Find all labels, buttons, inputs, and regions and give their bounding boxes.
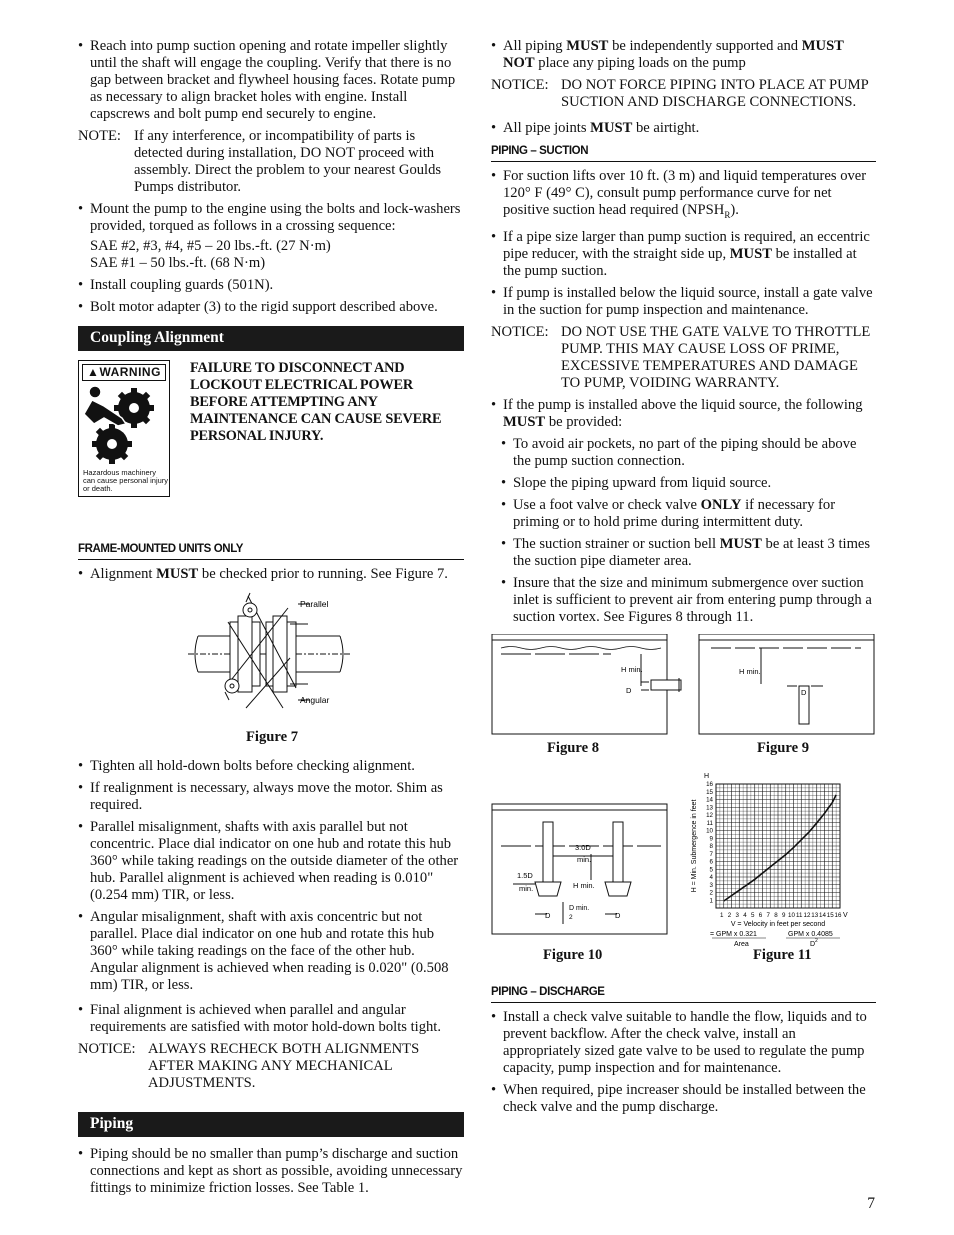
- x-axis-label: V = Velocity in feet per second: [730, 920, 826, 928]
- figure-7: [78, 588, 464, 758]
- text: be checked prior to running. See Figure 7.: [198, 566, 448, 582]
- warning-text: FAILURE TO DISCONNECT AND LOCKOUT ELECTRICAL POWER BEFORE ATTEMPTING ANY MAINTENANCE CAN CAUSE SEVERE PERSONAL INJURY.: [190, 360, 442, 444]
- text: All piping: [503, 38, 567, 54]
- submergence-curve: [724, 795, 836, 901]
- fig10-d-min: D min.: [569, 904, 590, 912]
- emphasis-must-not: MUST NOT: [503, 38, 844, 71]
- formula-right-den: D: [810, 940, 816, 948]
- y-tick-label: 2: [709, 889, 713, 897]
- fig7-angular-label: Angular: [300, 695, 330, 705]
- warning-triangle-icon: ▲: [87, 365, 100, 379]
- left-column: [78, 38, 464, 1202]
- notice-gate-valve: [491, 324, 876, 392]
- emphasis-must: MUST: [566, 38, 609, 54]
- x-axis-letter: V: [843, 911, 848, 919]
- bullet-final-alignment: • Final alignment is achieved when parallel and angular requirements are satisfied with motor hold-down bolts tight.: [78, 1002, 464, 1036]
- bullet-airtight: [491, 120, 876, 137]
- text: be at least 3 times the suction pipe diameter area.: [513, 535, 871, 569]
- fig10-d-1: D: [545, 910, 551, 920]
- bullet-motor-adapter: • Bolt motor adapter (3) to the rigid support described above.: [78, 299, 464, 316]
- torque-sae-2-5: SAE #2, #3, #4, #5 – 20 lbs.-ft. (27 N·m): [90, 238, 331, 254]
- y-tick-label: 8: [709, 842, 713, 850]
- x-tick-label: 11: [796, 911, 803, 919]
- emphasis-must: MUST: [503, 413, 546, 430]
- subbullet-strainer: [491, 536, 876, 570]
- fig9-hmin: H min.: [739, 666, 761, 676]
- text: Use a foot valve or check valve: [513, 496, 701, 513]
- warning-header: [82, 364, 166, 381]
- subhead-piping-suction: PIPING – SUCTION: [491, 143, 876, 162]
- page-number: 7: [867, 1195, 875, 1212]
- y-tick-label: 4: [709, 873, 713, 881]
- suction-submergence-figures: [491, 634, 876, 964]
- notice-text: DO NOT FORCE PIPING INTO PLACE AT PUMP SUCTION AND DISCHARGE CONNECTIONS.: [561, 77, 869, 110]
- bullet-suction-lifts: [491, 168, 876, 224]
- text: if necessary for priming or to hold prime during intermittent duty.: [513, 496, 836, 530]
- y-tick-label: 12: [706, 811, 713, 819]
- x-tick-label: 5: [751, 911, 755, 919]
- fig9-d: D: [801, 687, 807, 697]
- warning-box: [78, 360, 170, 497]
- y-tick-label: 11: [706, 819, 713, 827]
- x-tick-label: 7: [766, 911, 770, 919]
- x-tick-label: 13: [811, 911, 819, 919]
- y-axis-letter: H: [704, 772, 710, 780]
- figure-11-chart: [691, 773, 848, 948]
- bullet-angular-misalignment: • Angular misalignment, shaft with axis concentric but not parallel. Place dial indicator on one hub and rotate this hub 360° while taking readings on the face of the other hub. Angular alignment is achieved when reading is 0.020" (0.508 mm) TIR, or less.: [78, 909, 464, 994]
- notice-label: NOTICE:: [78, 1041, 136, 1057]
- formula-right-exp: 2: [815, 937, 818, 944]
- x-tick-label: 14: [819, 911, 826, 919]
- fig10-min-2: min.: [519, 883, 534, 893]
- fig8-hmin: H min.: [621, 664, 643, 674]
- text: be installed at the pump suction.: [503, 245, 857, 279]
- emphasis-must: MUST: [590, 120, 633, 136]
- y-tick-label: 3: [709, 881, 713, 889]
- fig10-2: 2: [569, 913, 573, 921]
- bullet-gate-valve: • If pump is installed below the liquid source, install a gate valve in the suction for pump inspection and maintenance.: [491, 285, 876, 319]
- fig8-d: D: [626, 685, 632, 695]
- emphasis-only: ONLY: [700, 496, 742, 513]
- hazardous-machinery-icon: [82, 384, 166, 468]
- right-column: [491, 38, 876, 1121]
- notice-do-not-force: [491, 77, 876, 111]
- bullet-piping-size: • Piping should be no smaller than pump’s discharge and suction connections and kept as short as possible, avoiding unnecessary fittings to minimize friction losses. See Table 1.: [78, 1146, 464, 1197]
- y-tick-label: 6: [709, 858, 713, 866]
- text: Alignment: [90, 566, 157, 582]
- figure-7-caption: Figure 7: [246, 729, 299, 745]
- torque-sae-1: SAE #1 – 50 lbs.-ft. (68 N·m): [90, 255, 266, 271]
- emphasis-must: MUST: [729, 245, 772, 262]
- figure-8-caption: Figure 8: [547, 739, 600, 756]
- bullet-check-valve: • Install a check valve suitable to handle the flow, liquids and to prevent backflow. After the check valve, install an appropriately sized gate valve to be used to regulate the pump capacity, pump inspection and for maintenance.: [491, 1009, 876, 1077]
- x-tick-label: 15: [826, 911, 834, 919]
- subbullet-submergence: • Insure that the size and minimum submergence over suction inlet is sufficient to prevent air from entering pump through a suction vortex. See Figures 8 through 11.: [491, 575, 876, 626]
- fig10-hmin: H min.: [573, 880, 595, 890]
- formula-left-den: Area: [734, 940, 749, 948]
- fig10-3-0d: 3.0D: [575, 842, 591, 852]
- fig7-parallel-label: Parallel: [300, 599, 329, 609]
- text: be airtight.: [632, 120, 700, 136]
- y-tick-label: 16: [706, 780, 713, 788]
- y-tick-label: 14: [706, 796, 713, 804]
- y-tick-label: 10: [706, 827, 713, 835]
- x-tick-label: 16: [834, 911, 842, 919]
- y-tick-label: 5: [709, 866, 713, 874]
- notice-recheck: [78, 1041, 464, 1092]
- note-interference: [78, 128, 464, 196]
- text: ).: [730, 202, 739, 218]
- subscript: R: [724, 209, 731, 220]
- formula-right-num: GPM x 0.4085: [788, 930, 833, 938]
- bullet-coupling-guards: • Install coupling guards (501N).: [78, 277, 464, 294]
- section-coupling-alignment: Coupling Alignment: [78, 326, 464, 351]
- emphasis-must: MUST: [719, 535, 762, 552]
- bullet-above-source: [491, 397, 876, 431]
- text: place any piping loads on the pump: [534, 55, 746, 71]
- subhead-piping-discharge: PIPING – DISCHARGE: [491, 984, 876, 1003]
- fig10-min-1: min.: [577, 854, 592, 864]
- notice-text: ALWAYS RECHECK BOTH ALIGNMENTS AFTER MAKING ANY MECHANICAL ADJUSTMENTS.: [148, 1041, 420, 1091]
- y-tick-label: 13: [706, 804, 713, 812]
- emphasis-must: MUST: [156, 566, 199, 582]
- figures-8-11: [491, 634, 876, 984]
- text: be independently supported and: [608, 38, 802, 54]
- x-tick-label: 6: [758, 911, 763, 919]
- figure-9-caption: Figure 9: [757, 739, 810, 756]
- bullet-pipe-increaser: • When required, pipe increaser should be installed between the check valve and the pump discharge.: [491, 1082, 876, 1116]
- x-tick-label: 3: [735, 911, 739, 919]
- figure-10-caption: Figure 10: [543, 946, 603, 963]
- formula-left-num: = GPM x 0.321: [710, 930, 757, 938]
- note-label: NOTE:: [78, 128, 121, 144]
- bullet-realignment: • If realignment is necessary, always move the motor. Shim as required.: [78, 780, 464, 814]
- text: If the pump is installed above the liquid source, the following: [503, 396, 863, 413]
- x-tick-label: 8: [774, 911, 778, 919]
- subbullet-air-pockets: • To avoid air pockets, no part of the piping should be above the pump suction connection.: [491, 436, 876, 470]
- notice-label: NOTICE:: [491, 323, 549, 340]
- y-tick-label: 9: [709, 835, 713, 843]
- text: be provided:: [545, 413, 623, 430]
- section-piping: Piping: [78, 1112, 464, 1137]
- y-axis-label: H = Min. Submergence in feet: [691, 799, 698, 893]
- warning-caption: Hazardous machinery can cause personal injury or death.: [83, 468, 169, 493]
- figure-11-caption: Figure 11: [753, 946, 812, 963]
- note-text: If any interference, or incompatibility of parts is detected during installation, DO NOT proceed with assembly. Direct the problem to your nearest Goulds Pumps distributor.: [134, 128, 442, 195]
- x-tick-label: 1: [720, 911, 724, 919]
- bullet-parallel-misalignment: • Parallel misalignment, shafts with axis parallel but not concentric. Place dial indicator on one hub and rotate this hub 360° while taking readings on the outside diameter of the other hub. Parallel alignment is achieved when reading is 0.010" (0.254 mm) TIR, or less.: [78, 819, 464, 904]
- bullet-piping-supported: [491, 38, 876, 72]
- subbullet-slope: • Slope the piping upward from liquid source.: [491, 475, 876, 492]
- bullet-alignment-must: [78, 566, 464, 583]
- x-tick-label: 10: [788, 911, 795, 919]
- bullet-eccentric-reducer: [491, 229, 876, 280]
- fig10-d-2: D: [615, 910, 621, 920]
- coupling-alignment-diagram: [78, 588, 464, 738]
- text: The suction strainer or suction bell: [513, 535, 720, 552]
- y-tick-label: 1: [709, 897, 713, 905]
- subbullet-foot-valve: [491, 497, 876, 531]
- x-tick-label: 12: [803, 911, 811, 919]
- bullet-engage-coupling: • Reach into pump suction opening and rotate impeller slightly until the shaft will engage the coupling. Verify that there is no gap between bracket and flywheel housing faces. Rotate pump as necessary to align bracket holes with engine. Install capscrews and bolt pump end securely to engine.: [78, 38, 464, 123]
- text: All pipe joints: [503, 120, 591, 136]
- fig10-1-5d: 1.5D: [517, 870, 533, 880]
- x-tick-label: 9: [782, 911, 786, 919]
- text: For suction lifts over 10 ft. (3 m) and liquid temperatures over 120° F (49° C), consult pump performance curve for net positive suction head required (NPSH: [503, 168, 867, 218]
- x-tick-label: 2: [727, 911, 732, 919]
- y-tick-label: 7: [709, 850, 713, 858]
- text: If a pipe size larger than pump suction is required, an eccentric pipe reducer, with the straight side up,: [503, 228, 870, 262]
- warning-block: [78, 360, 464, 497]
- bullet-mount-pump: • Mount the pump to the engine using the bolts and lock-washers provided, torqued as follows in a crossing sequence:: [78, 201, 464, 235]
- notice-text: DO NOT USE THE GATE VALVE TO THROTTLE PUMP. THIS MAY CAUSE LOSS OF PRIME, EXCESSIVE TEMPERATURES AND DAMAGE TO PUMP, VOIDING WARRANTY.: [561, 323, 871, 391]
- y-tick-label: 15: [706, 788, 713, 796]
- notice-label: NOTICE:: [491, 77, 549, 93]
- bullet-tighten-bolts: • Tighten all hold-down bolts before checking alignment.: [78, 758, 464, 775]
- x-tick-label: 4: [743, 911, 747, 919]
- subhead-frame-mounted: FRAME-MOUNTED UNITS ONLY: [78, 541, 464, 560]
- warning-label: WARNING: [99, 365, 161, 379]
